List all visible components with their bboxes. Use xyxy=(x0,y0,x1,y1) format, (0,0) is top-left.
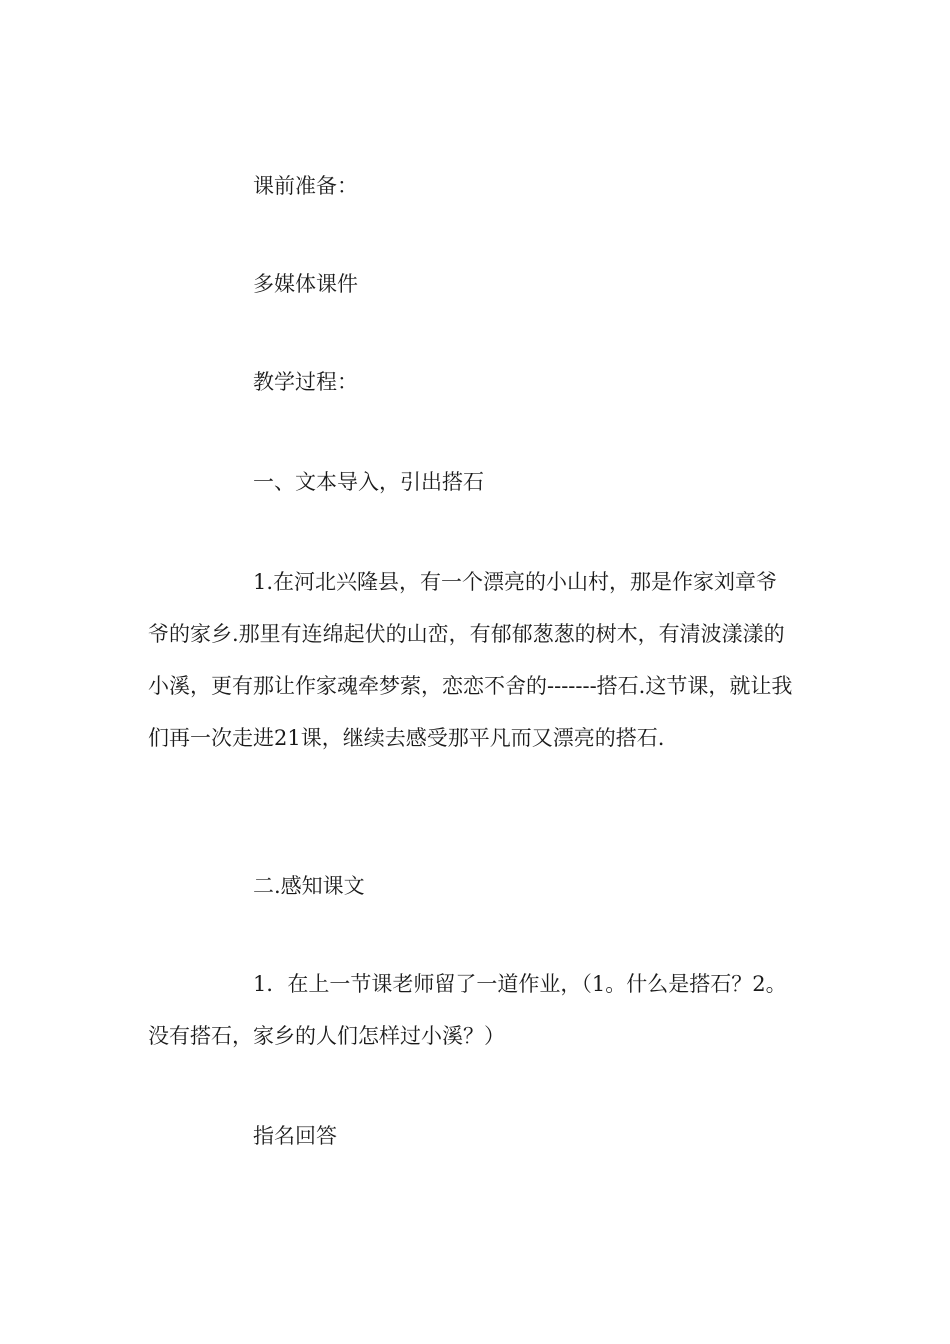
paragraph-homework-question: 1．在上一节课老师留了一道作业，（1。什么是搭石？2。没有搭石，家乡的人们怎样过小溪？） xyxy=(148,972,787,1048)
paragraph-answer-instruction: 指名回答 xyxy=(253,1124,337,1148)
paragraph-section-one-heading: 一、文本导入，引出搭石 xyxy=(253,470,484,494)
paragraph-introduction-text: 1.在河北兴隆县，有一个漂亮的小山村，那是作家刘章爷爷的家乡.那里有连绵起伏的山峦，有郁郁葱葱的树木，有清波漾漾的小溪，更有那让作家魂牵梦萦，恋恋不舍的-------搭石.这节课，就让我们再一次走进21课，继续去感受那平凡而又漂亮的搭石. xyxy=(148,570,793,750)
paragraph-section-two-heading: 二.感知课文 xyxy=(253,874,365,898)
paragraph-teaching-process-heading: 教学过程： xyxy=(253,370,358,394)
paragraph-multimedia: 多媒体课件 xyxy=(253,272,358,296)
paragraph-class-preparation-heading: 课前准备： xyxy=(253,174,358,198)
